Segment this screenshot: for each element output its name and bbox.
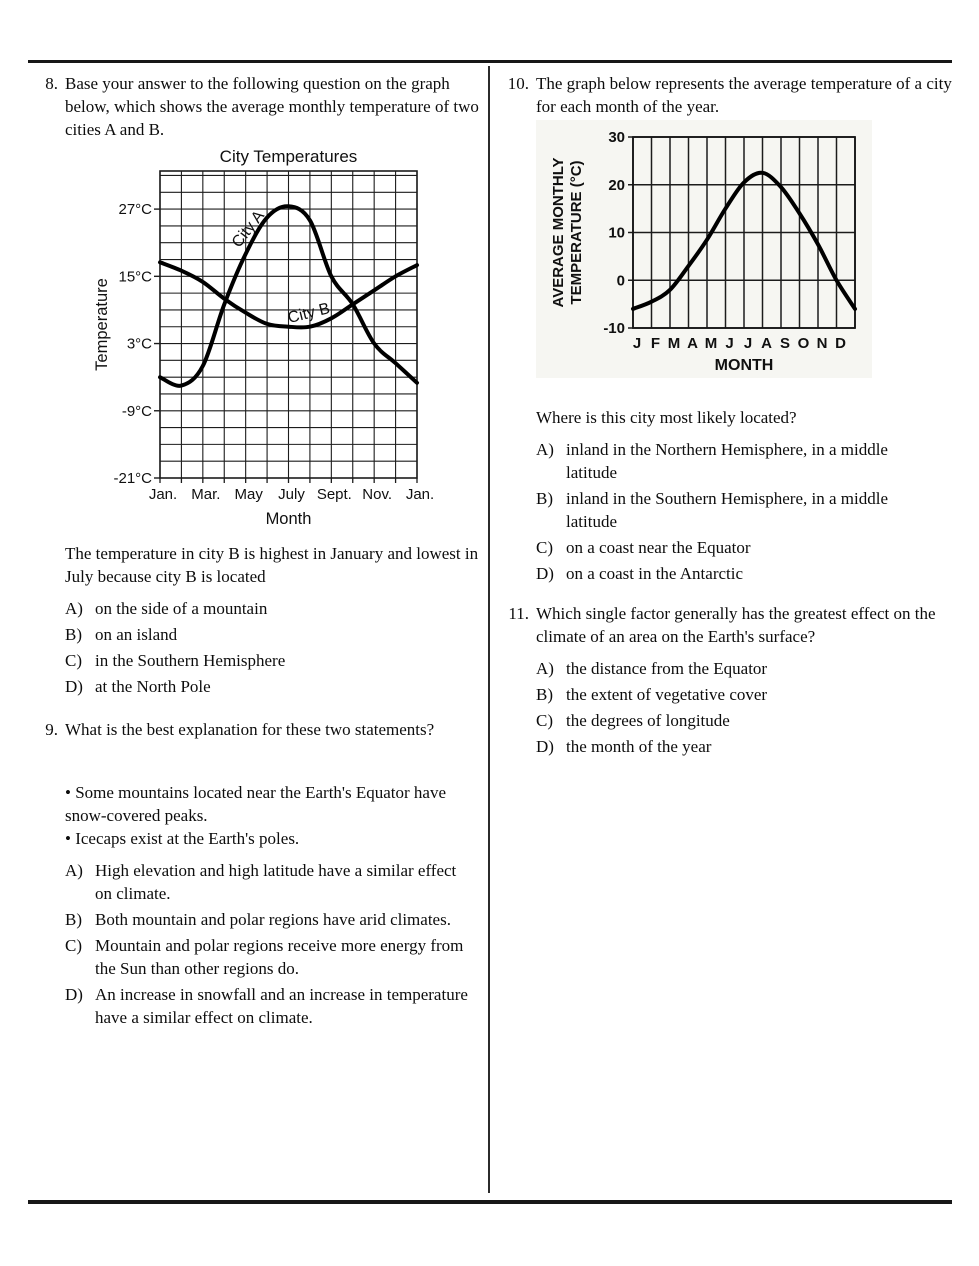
question-intro: The graph below represents the average temperature of a city for each month of the year. [536,74,952,116]
left-column [36,72,488,1032]
svg-text:J: J [632,335,642,352]
choice-letter: C) [65,936,82,955]
choice-row [536,657,964,680]
statement-item: • Some mountains located near the Earth's Equator have snow-covered peaks. [65,783,447,825]
choice-letter: C) [536,538,553,557]
choice-letter: A) [65,861,83,880]
choice-row [536,487,964,533]
choice-text: on an island [95,625,178,644]
svg-text:15°C: 15°C [118,268,152,286]
choice-row [536,562,964,585]
choice-text: on a coast near the Equator [566,538,751,557]
svg-text:City Temperatures: City Temperatures [219,147,358,166]
svg-text:J: J [743,335,753,352]
question-9 [36,718,488,1032]
question-prompt: What is the best explanation for these two statements? [65,720,435,739]
choice-letter: A) [536,659,554,678]
choice-row [65,649,488,672]
svg-text:-9°C: -9°C [121,402,152,420]
choice-row [65,983,488,1029]
svg-text:Jan.: Jan. [405,486,435,503]
choice-text: on the side of a mountain [95,599,268,618]
question-prompt: Where is this city most likely located? [536,408,797,427]
question-11 [498,602,964,761]
choice-row [536,683,964,706]
choice-letter: D) [65,677,83,696]
choice-text: the degrees of longitude [566,711,730,730]
choice-letter: D) [536,564,554,583]
question-intro: Base your answer to the following question on the graph below, which shows the average monthly temperature of two cities A and B. [65,74,479,139]
svg-text:S: S [779,335,791,352]
choice-text: inland in the Northern Hemisphere, in a middle latitude [566,440,888,482]
choice-text: the month of the year [566,737,712,756]
svg-text:Jan.: Jan. [148,486,178,503]
choice-text: An increase in snowfall and an increase in temperature have a similar effect on climate. [95,985,468,1027]
choice-list [536,438,964,585]
choice-row [65,623,488,646]
city-temperatures-chart [93,146,443,530]
svg-text:20: 20 [608,176,625,194]
choice-row [536,735,964,758]
svg-text:A: A [687,335,698,352]
choice-text: the extent of vegetative cover [566,685,768,704]
svg-text:0: 0 [616,272,625,290]
question-number: 8. [45,74,58,93]
choice-row [65,859,488,905]
choice-row [536,438,964,484]
svg-text:TEMPERATURE (°C): TEMPERATURE (°C) [568,160,585,305]
svg-text:N: N [816,335,828,352]
svg-text:Mar.: Mar. [191,486,221,503]
choice-letter: A) [65,599,83,618]
choice-text: on a coast in the Antarctic [566,564,744,583]
svg-text:July: July [278,486,305,503]
choice-letter: B) [536,685,553,704]
choice-text: at the North Pole [95,677,211,696]
question-number: 11. [508,604,529,623]
monthly-temperature-chart [536,120,872,378]
choice-row [65,675,488,698]
choice-row [65,597,488,620]
svg-text:City B: City B [286,300,332,328]
column-divider [488,66,490,1193]
choice-row [536,536,964,559]
choice-list [65,859,488,1029]
question-prompt: Which single factor generally has the greatest effect on the climate of an area on the Earth's surface? [536,604,936,646]
svg-text:-10: -10 [603,320,625,337]
choice-text: Mountain and polar regions receive more energy from the Sun than other regions do. [95,936,464,978]
choice-letter: B) [65,625,82,644]
svg-text:30: 30 [608,129,625,146]
choice-letter: D) [536,737,554,756]
statement-item: • Icecaps exist at the Earth's poles. [65,829,300,848]
svg-text:Sept.: Sept. [316,486,352,503]
svg-text:City A: City A [228,207,269,251]
choice-letter: A) [536,440,554,459]
top-rule [28,60,952,63]
choice-letter: D) [65,985,83,1004]
svg-text:Nov.: Nov. [362,486,393,503]
choice-list [536,657,964,758]
svg-text:3°C: 3°C [126,335,152,353]
choice-letter: C) [536,711,553,730]
question-10 [498,72,964,588]
svg-text:D: D [835,335,846,352]
question-prompt: The temperature in city B is highest in January and lowest in July because city B is located [65,544,479,586]
choice-list [65,597,488,698]
svg-text:F: F [650,335,661,352]
choice-row [536,709,964,732]
svg-text:M: M [667,335,681,352]
choice-letter: C) [65,651,82,670]
svg-text:M: M [704,335,718,352]
choice-letter: B) [536,489,553,508]
svg-text:Month: Month [265,510,312,528]
statement-list [65,781,488,850]
svg-text:-21°C: -21°C [113,470,152,487]
question-number: 9. [45,720,58,739]
svg-text:O: O [797,335,810,352]
svg-text:MONTH: MONTH [714,357,774,374]
svg-text:May: May [234,486,263,503]
choice-letter: B) [65,910,82,929]
choice-text: High elevation and high latitude have a similar effect on climate. [95,861,457,903]
svg-text:10: 10 [608,224,625,242]
right-column [498,72,964,761]
svg-text:A: A [761,335,772,352]
svg-text:Temperature: Temperature [93,278,111,371]
choice-text: in the Southern Hemisphere [95,651,286,670]
choice-row [65,934,488,980]
choice-text: the distance from the Equator [566,659,768,678]
question-number: 10. [507,74,529,93]
svg-text:J: J [725,335,734,352]
choice-text: Both mountain and polar regions have arid climates. [95,910,451,929]
choice-text: inland in the Southern Hemisphere, in a middle latitude [566,489,888,531]
choice-row [65,908,488,931]
bottom-rule [28,1200,952,1204]
svg-text:27°C: 27°C [118,201,152,219]
svg-text:AVERAGE MONTHLY: AVERAGE MONTHLY [550,157,567,308]
question-8 [36,72,488,701]
